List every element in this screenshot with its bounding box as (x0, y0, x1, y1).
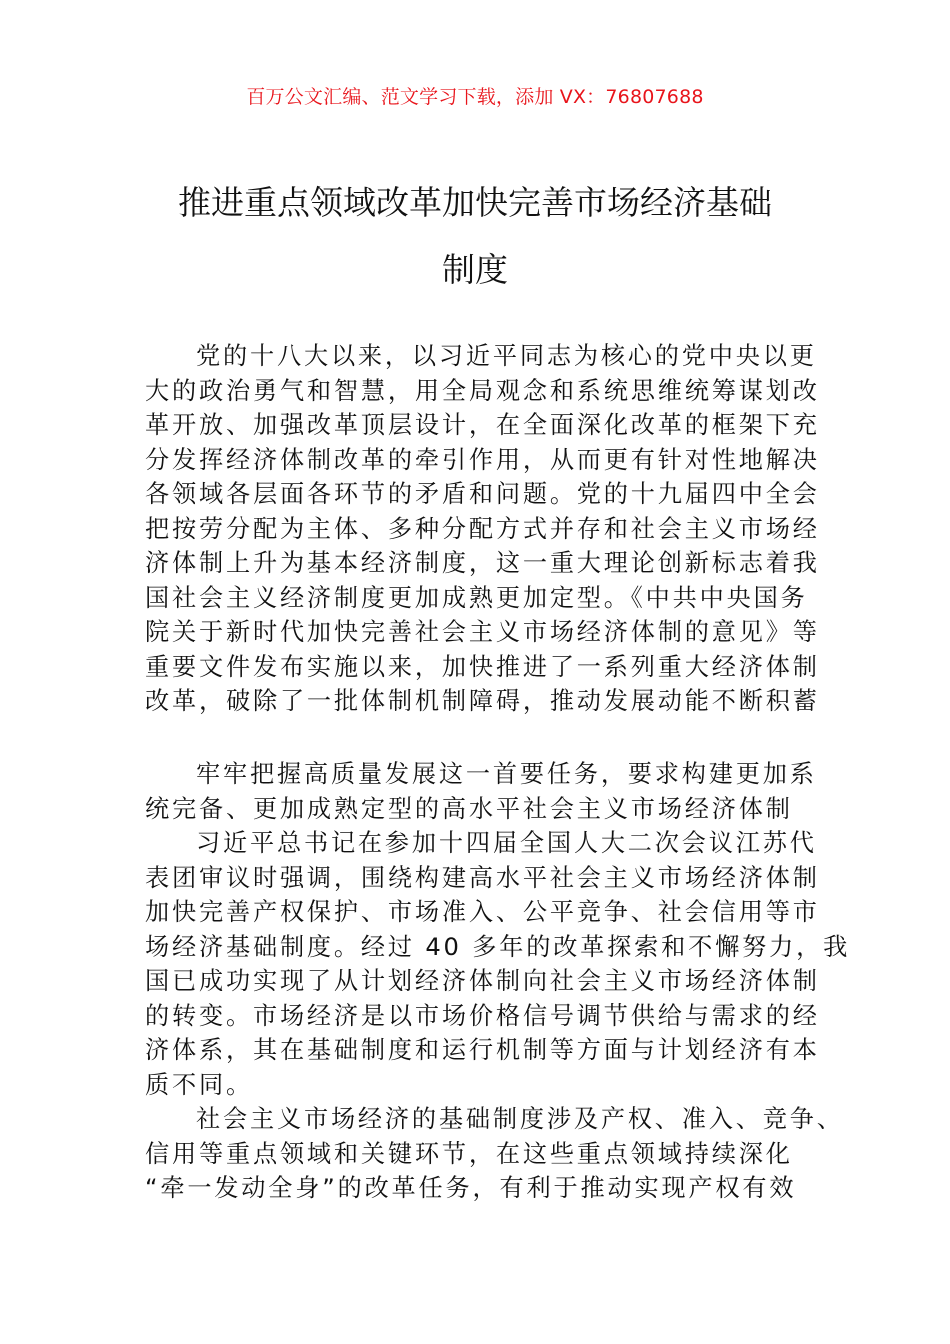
watermark-header: 百万公文汇编、范文学习下载，添加 VX：76807688 (246, 86, 704, 108)
paragraph-line: 统完备、更加成熟定型的高水平社会主义市场经济体制 (145, 794, 793, 823)
paragraph-line: 信用等重点领域和关键环节，在这些重点领域持续深化 (145, 1139, 793, 1168)
paragraph-line: 质不同。 (145, 1070, 253, 1099)
paragraph-line: 革开放、加强改革顶层设计，在全面深化改革的框架下充 (145, 411, 820, 439)
paragraph-2 (145, 757, 817, 826)
paragraph-line: 党的十八大以来，以习近平同志为核心的党中央以更 (196, 342, 817, 370)
paragraph-line: 把按劳分配为主体、多种分配方式并存和社会主义市场经 (145, 514, 820, 543)
paragraph-line: “牵一发动全身”的改革任务，有利于推动实现产权有效 (145, 1174, 797, 1202)
paragraph-line: 国已成功实现了从计划经济体制向社会主义市场经济体制 (145, 967, 820, 995)
paragraph-line: 的转变。市场经济是以市场价格信号调节供给与需求的经 (145, 1001, 820, 1030)
paragraph-line: 牢牢把握高质量发展这一首要任务，要求构建更加系 (196, 760, 817, 788)
paragraph-line: 表团审议时强调，围绕构建高水平社会主义市场经济体制 (145, 863, 820, 892)
paragraph-1 (145, 339, 820, 719)
document-title-line-1: 推进重点领域改革加快完善市场经济基础 (178, 183, 772, 222)
paragraph-line: 济体制上升为基本经济制度，这一重大理论创新标志着我 (145, 549, 820, 577)
paragraph-line: 加快完善产权保护、市场准入、公平竞争、社会信用等市 (145, 898, 820, 926)
paragraph-line: 重要文件发布实施以来，加快推进了一系列重大经济体制 (145, 652, 820, 681)
paragraph-line: 社会主义市场经济的基础制度涉及产权、准入、竞争、 (196, 1105, 844, 1133)
paragraph-line: 分发挥经济体制改革的牵引作用，从而更有针对性地解决 (145, 445, 820, 474)
paragraph-line: 各领域各层面各环节的矛盾和问题。党的十九届四中全会 (145, 480, 820, 508)
paragraph-line: 场经济基础制度。经过 40 多年的改革探索和不懈努力，我 (145, 932, 851, 961)
paragraph-line: 习近平总书记在参加十四届全国人大二次会议江苏代 (196, 829, 817, 857)
paragraph-4 (145, 1102, 844, 1206)
document-title-line-2: 制度 (442, 250, 508, 289)
paragraph-line: 大的政治勇气和智慧，用全局观念和系统思维统筹谋划改 (145, 376, 820, 405)
paragraph-line: 国社会主义经济制度更加成熟更加定型。《中共中央国务 (145, 583, 808, 612)
paragraph-3 (145, 826, 851, 1102)
paragraph-line: 济体系，其在基础制度和运行机制等方面与计划经济有本 (145, 1036, 820, 1064)
paragraph-line: 改革，破除了一批体制机制障碍，推动发展动能不断积蓄 (145, 687, 820, 715)
paragraph-line: 院关于新时代加快完善社会主义市场经济体制的意见》等 (145, 618, 820, 646)
